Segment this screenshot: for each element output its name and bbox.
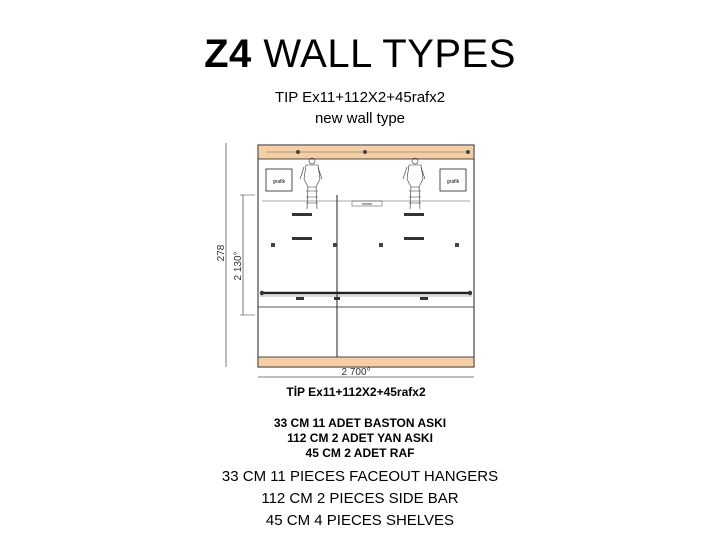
faceout-hanger (404, 213, 424, 216)
subtitle-type: TIP Ex11+112X2+45rafx2 (274, 89, 446, 106)
wall-outline (258, 145, 474, 367)
turkish-spec-line: 33 CM 11 ADET BASTON ASKI (273, 416, 447, 430)
turkish-spec-line: 112 CM 2 ADET YAN ASKI (287, 431, 433, 445)
side-bar-bracket (420, 297, 428, 300)
height-label: 2 130° (233, 251, 244, 281)
side-bar-bracket (296, 297, 304, 300)
mannequin-right-icon (403, 158, 425, 209)
top-bolt (363, 150, 367, 154)
mannequin-left-icon (300, 158, 322, 209)
drawing-caption: TİP Ex11+112X2+45rafx2 (286, 385, 426, 399)
wall-bracket (379, 243, 383, 247)
floor-band (258, 357, 474, 367)
english-spec-line: 33 CM 11 PIECES FACEOUT HANGERS (221, 468, 499, 485)
wall-elevation-drawing (210, 135, 490, 405)
turkish-spec-line: 45 CM 2 ADET RAF (305, 446, 415, 460)
wall-bracket (333, 243, 337, 247)
width-label: 2 700° (341, 367, 371, 378)
page-title (0, 28, 720, 80)
side-bar-end (468, 291, 472, 295)
faceout-hanger (404, 237, 424, 240)
faceout-hanger (292, 213, 312, 216)
subtitle-note: new wall type (314, 110, 406, 127)
graphic-box-left-label: grafik (272, 179, 286, 185)
wall-bracket (455, 243, 459, 247)
wall-bracket (271, 243, 275, 247)
faceout-hanger (292, 237, 312, 240)
total-height-label: 278 (216, 244, 227, 262)
mid-shelf-tag-label: xxxxx (362, 201, 372, 206)
title-zone: Z4 (204, 32, 252, 76)
side-bar-bracket (334, 297, 340, 300)
title-text: WALL TYPES (263, 32, 516, 76)
side-bar-end (260, 291, 264, 295)
english-spec-line: 45 CM 4 PIECES SHELVES (265, 512, 455, 529)
english-spec-line: 112 CM 2 PIECES SIDE BAR (261, 490, 459, 507)
top-bolt (466, 150, 470, 154)
top-bolt (296, 150, 300, 154)
graphic-box-right-label: grafik (446, 179, 460, 185)
